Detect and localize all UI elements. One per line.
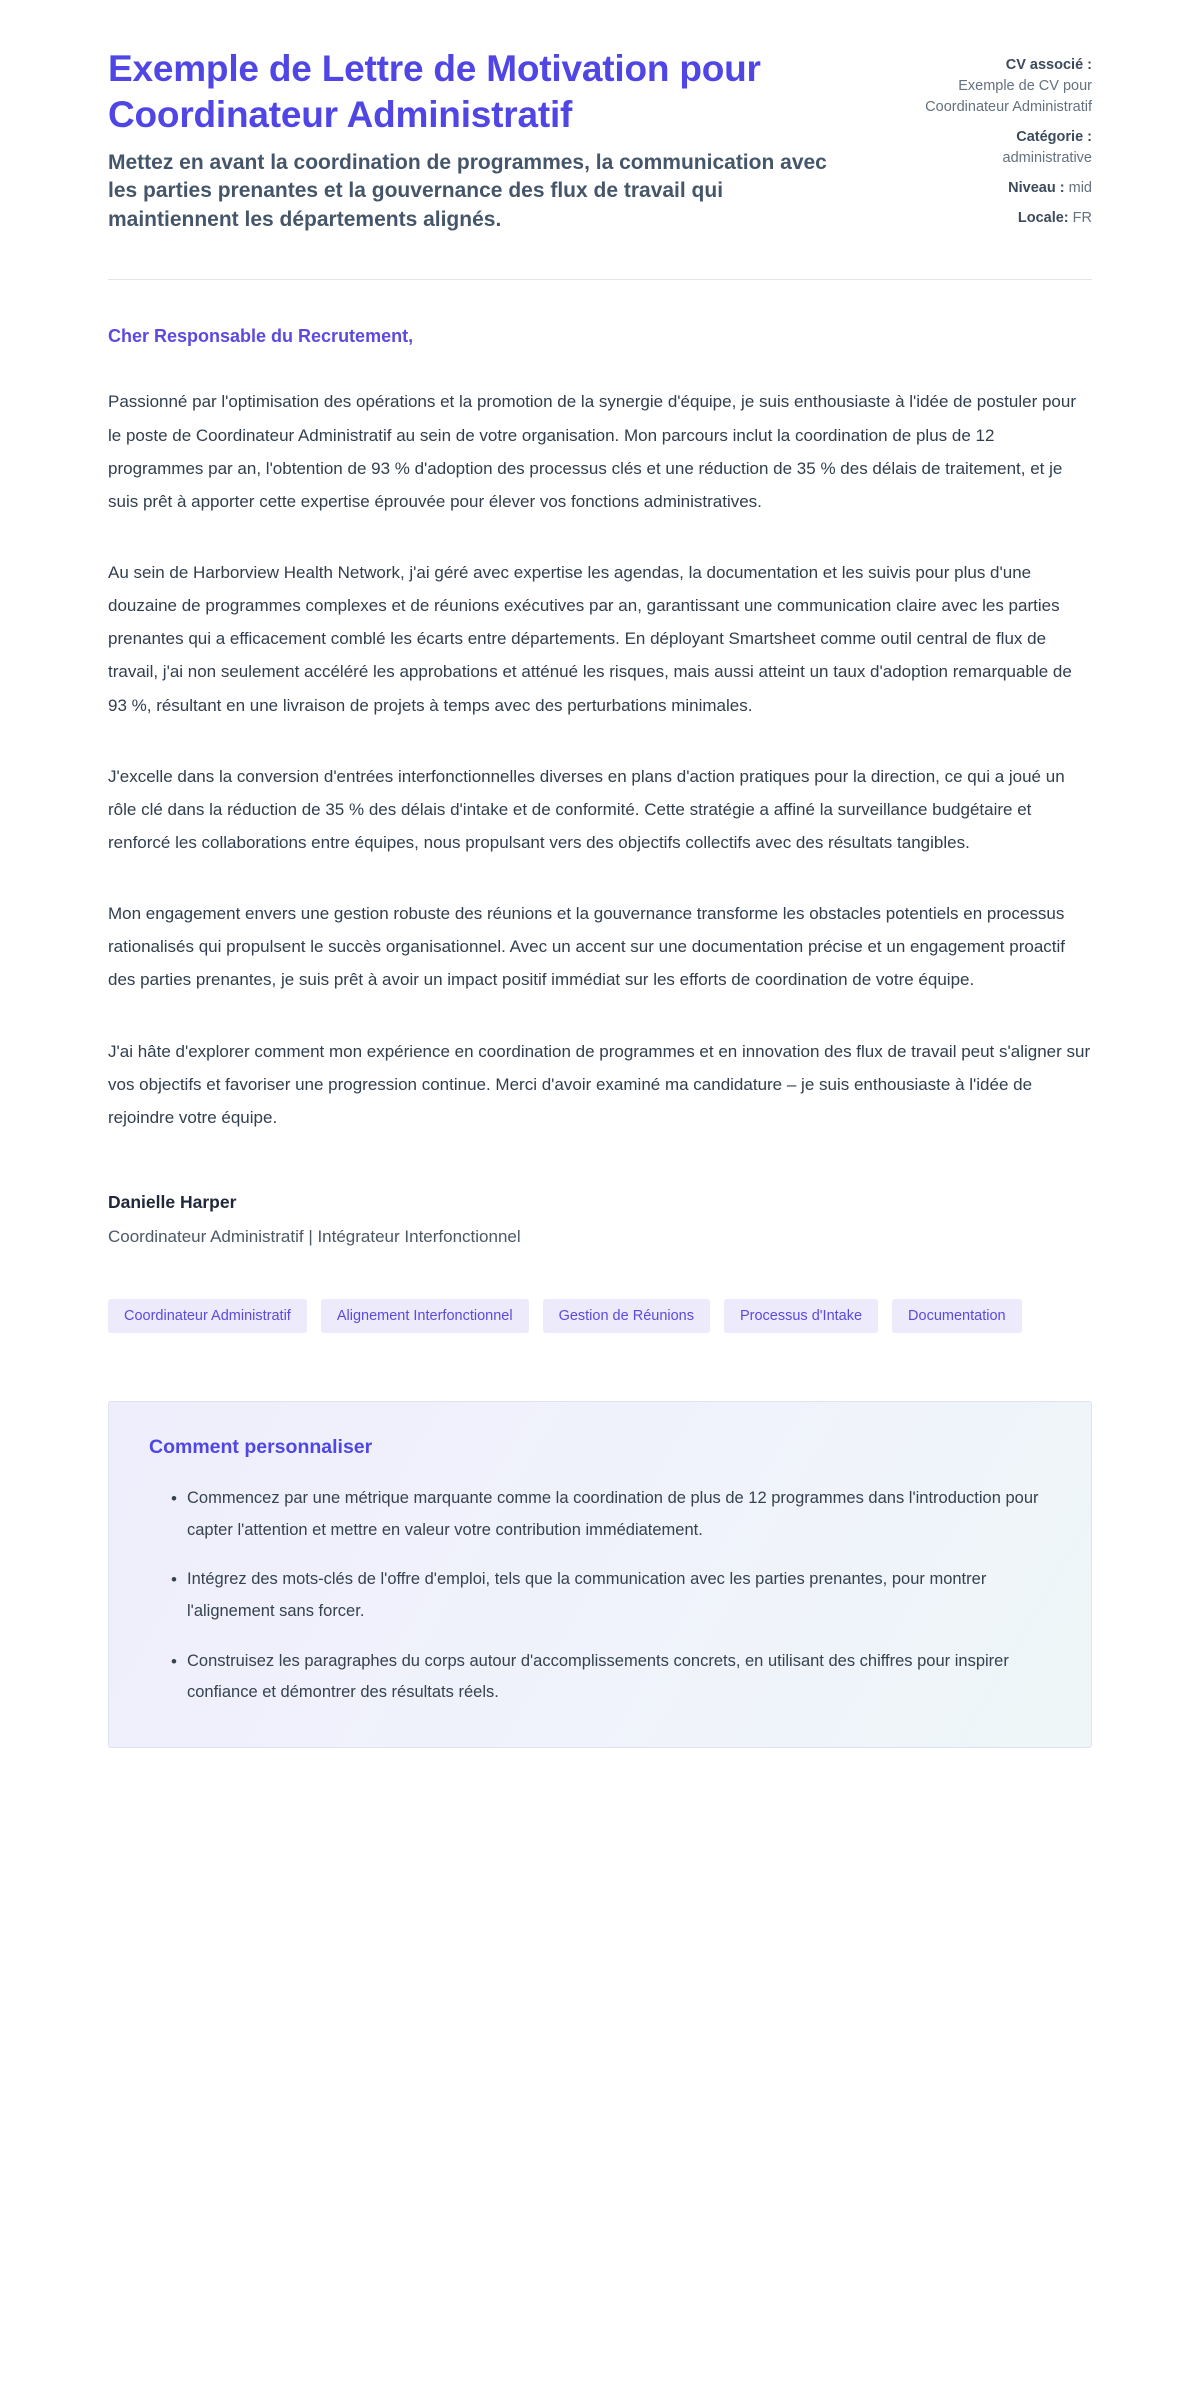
- meta-category-label: Catégorie :: [1016, 129, 1092, 146]
- tag-chip[interactable]: Alignement Interfonctionnel: [321, 1299, 529, 1333]
- callout-tip-item: • Intégrez des mots-clés de l'offre d'emploi, tels que la communication avec les parties prenantes, pour montrer l'alignement sans forcer.: [171, 1564, 1051, 1627]
- page-header: [108, 46, 1092, 235]
- tag-list: [108, 1299, 1092, 1333]
- callout-tip-item: • Commencez par une métrique marquante comme la coordination de plus de 12 programmes dans l'introduction pour capter l'attention et mettre en valeur votre contribution immédiatement.: [171, 1483, 1051, 1546]
- meta-level: [892, 178, 1092, 199]
- tag-chip[interactable]: Gestion de Réunions: [543, 1299, 710, 1333]
- signature-role: Coordinateur Administratif | Intégrateur Interfonctionnel: [108, 1226, 521, 1246]
- tag-chip[interactable]: Coordinateur Administratif: [108, 1299, 307, 1333]
- letter-paragraph: Au sein de Harborview Health Network, j'ai géré avec expertise les agendas, la documentation et les suivis pour plus d'une douzaine de programmes complexes et de réunions exécutives par an, garantissant une communication claire avec les parties prenantes qui a efficacement comblé les écarts entre départements. En déployant Smartsheet comme outil central de flux de travail, j'ai non seulement accéléré les approbations et atténué les risques, mais aussi atteint un taux d'adoption remarquable de 93 %, résultant en une livraison de projets à temps avec des perturbations minimales.: [108, 562, 1072, 715]
- meta-related-cv-label: CV associé :: [1005, 57, 1092, 73]
- callout-tip-item: • Construisez les paragraphes du corps autour d'accomplissements concrets, en utilisant des chiffres pour inspirer confiance et démontrer des résultats réels.: [171, 1646, 1051, 1709]
- document-metadata: [892, 46, 1092, 231]
- header-text-block: [108, 46, 852, 235]
- meta-locale: [892, 208, 1092, 229]
- meta-related-cv: [892, 55, 1092, 118]
- callout-title: Comment personnaliser: [149, 1435, 373, 1458]
- letter-body: [108, 280, 1092, 1247]
- tag-chip[interactable]: Documentation: [892, 1299, 1022, 1333]
- meta-locale-label: Locale:: [1017, 210, 1069, 227]
- letter-salutation: Cher Responsable du Recrutement,: [108, 326, 414, 347]
- callout-tip-list: [149, 1483, 1051, 1709]
- meta-locale-value: FR: [1072, 210, 1092, 227]
- meta-related-cv-value: Exemple de CV pour Coordinateur Administratif: [925, 78, 1092, 116]
- signature-block: [108, 1192, 1092, 1247]
- letter-paragraphs: [108, 385, 1092, 1134]
- tag-chip[interactable]: Processus d'Intake: [724, 1299, 878, 1333]
- signature-name: Danielle Harper: [108, 1191, 237, 1212]
- page-subtitle: Mettez en avant la coordination de programmes, la communication avec les parties prenantes et la gouvernance des flux de travail qui maintiennent les départements alignés.: [108, 150, 827, 232]
- letter-paragraph: J'excelle dans la conversion d'entrées interfonctionnelles diverses en plans d'action pratiques pour la direction, ce qui a joué un rôle clé dans la réduction de 35 % des délais d'intake et de conformité. Cette stratégie a affiné la surveillance budgétaire et renforcé les collaborations entre équipes, nous propulsant vers des objectifs collectifs avec des résultats tangibles.: [108, 766, 1065, 852]
- meta-level-value: mid: [1068, 180, 1092, 197]
- meta-level-label: Niveau :: [1008, 180, 1065, 197]
- letter-paragraph: Passionné par l'optimisation des opérations et la promotion de la synergie d'équipe, je suis enthousiaste à l'idée de postuler pour le poste de Coordinateur Administratif au sein de votre organisation. Mon parcours inclut la coordination de plus de 12 programmes par an, l'obtention de 93 % d'adoption des processus clés et une réduction de 35 % des délais de traitement, et je suis prêt à apporter cette expertise éprouvée pour élever vos fonctions administratives.: [108, 392, 1077, 511]
- page-title: Exemple de Lettre de Motivation pour Coordinateur Administratif: [108, 48, 761, 136]
- letter-paragraph: J'ai hâte d'explorer comment mon expérience en coordination de programmes et en innovation des flux de travail peut s'aligner sur vos objectifs et favoriser une progression continue. Merci d'avoir examiné ma candidature – je suis enthousiaste à l'idée de rejoindre votre équipe.: [108, 1041, 1091, 1127]
- meta-category: [892, 127, 1092, 169]
- customization-callout: [108, 1401, 1092, 1748]
- letter-paragraph: Mon engagement envers une gestion robuste des réunions et la gouvernance transforme les obstacles potentiels en processus rationalisés qui propulsent le succès organisationnel. Avec un accent sur une documentation précise et un engagement proactif des parties prenantes, je suis prêt à avoir un impact positif immédiat sur les efforts de coordination de votre équipe.: [108, 904, 1066, 990]
- meta-category-value: administrative: [1002, 150, 1092, 167]
